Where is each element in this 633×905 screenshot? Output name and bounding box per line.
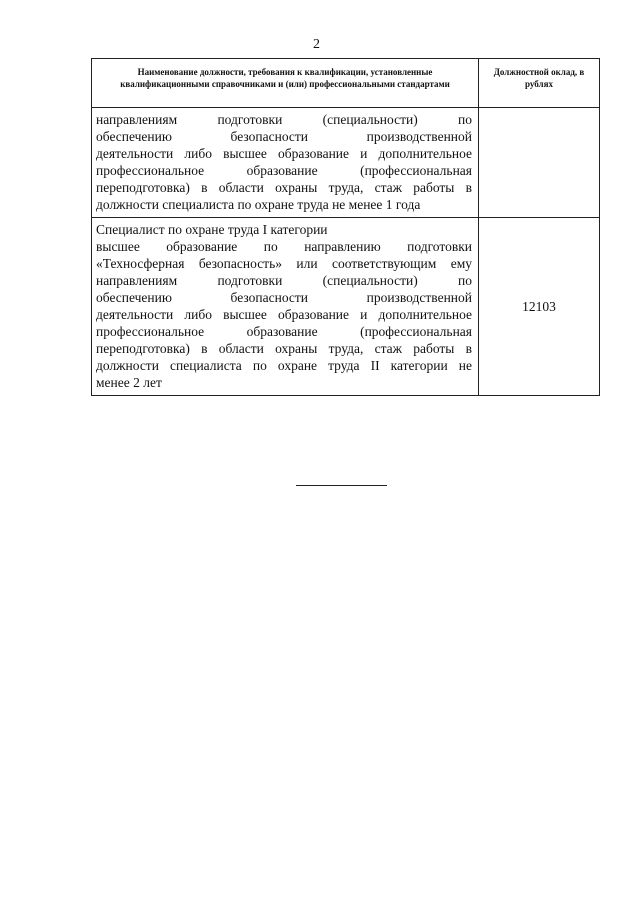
requirements-line: должности специалиста по охране труда не менее 1 года — [96, 197, 421, 212]
requirements-line: обеспечению безопасности производственной — [96, 129, 472, 144]
requirements-line: должности специалиста по охране труда II категории не — [96, 358, 472, 373]
header-position-requirements: Наименование должности, требования к квалификации, установленные квалификационными справочниками и (или) профессиональными стандартами — [92, 59, 479, 108]
end-of-document-rule — [296, 485, 387, 486]
requirements-line: профессиональное образование (профессиональная — [96, 163, 472, 178]
requirements-line: переподготовка) в области охраны труда, стаж работы в — [96, 180, 472, 195]
requirements-cell — [92, 218, 479, 396]
salary-table — [91, 58, 600, 396]
requirements-line: профессиональное образование (профессиональная — [96, 324, 472, 339]
requirements-line: высшее образование по направлению подготовки — [96, 239, 472, 254]
salary-cell — [479, 108, 600, 218]
table-row — [92, 218, 600, 396]
requirements-line: «Техносферная безопасность» или соответствующим ему — [96, 256, 472, 271]
requirements-cell — [92, 108, 479, 218]
requirements-line: менее 2 лет — [96, 375, 162, 390]
table-header-row — [92, 59, 600, 108]
page-number: 2 — [313, 37, 320, 52]
requirements-line: направлениям подготовки (специальности) по — [96, 112, 472, 127]
requirements-line: деятельности либо высшее образование и дополнительное — [96, 146, 472, 161]
salary-cell: 12103 — [479, 218, 600, 396]
table-row — [92, 108, 600, 218]
requirements-line: переподготовка) в области охраны труда, стаж работы в — [96, 341, 472, 356]
requirements-line: деятельности либо высшее образование и дополнительное — [96, 307, 472, 322]
header-salary: Должностной оклад, в рублях — [479, 59, 600, 108]
requirements-line: обеспечению безопасности производственной — [96, 290, 472, 305]
position-title: Специалист по охране труда I категории — [96, 222, 328, 237]
requirements-line: направлениям подготовки (специальности) по — [96, 273, 472, 288]
